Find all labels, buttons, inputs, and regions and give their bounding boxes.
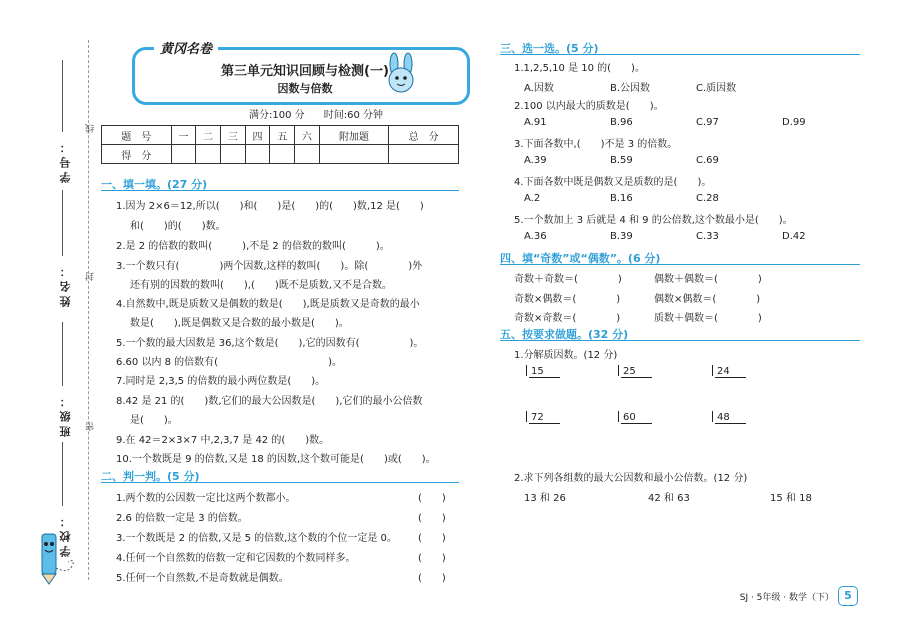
choice-question: 4.下面各数中既是偶数又是质数的是( )。 bbox=[514, 177, 712, 188]
parity-item: 奇数×奇数＝( ) bbox=[514, 313, 621, 324]
score-cell: 五 bbox=[270, 126, 295, 145]
page-number: 5 bbox=[838, 586, 858, 606]
student-name-rule bbox=[62, 190, 63, 256]
school-label: 学校： bbox=[59, 512, 72, 557]
judge-answer-box[interactable]: ( ) bbox=[418, 533, 446, 544]
factor-number: 24 bbox=[715, 366, 746, 378]
judge-item: 2.6 的倍数一定是 3 的倍数。 bbox=[116, 513, 248, 524]
factor-number: 72 bbox=[529, 412, 560, 424]
fill-line: 9.在 42＝2×3×7 中,2,3,7 是 42 的( )数。 bbox=[116, 435, 330, 446]
student-name-label: 姓名： bbox=[59, 262, 72, 307]
score-cell: 总 分 bbox=[389, 126, 459, 145]
gcd-lcm-question: 2.求下列各组数的最大公因数和最小公倍数。(12 分) bbox=[514, 473, 748, 484]
parity-item: 质数＋偶数＝( ) bbox=[654, 313, 762, 324]
rabbit-mascot-icon bbox=[378, 52, 424, 98]
choice-option[interactable]: A.39 bbox=[524, 155, 547, 166]
score-input[interactable] bbox=[245, 145, 270, 164]
factor-problem bbox=[526, 411, 560, 423]
footer-text: SJ · 5年级 · 数学（下） bbox=[739, 593, 834, 603]
choice-option[interactable]: B.16 bbox=[610, 193, 633, 204]
fill-line: 6.60 以内 8 的倍数有( )。 bbox=[116, 357, 342, 368]
student-number-label: 学号： bbox=[59, 138, 72, 183]
fill-line: 1.因为 2×6＝12,所以( )和( )是( )的( )数,12 是( ) bbox=[116, 201, 424, 212]
score-input[interactable] bbox=[196, 145, 221, 164]
student-number-rule bbox=[62, 60, 63, 132]
score-cell: 得 分 bbox=[102, 145, 172, 164]
score-input[interactable] bbox=[389, 145, 459, 164]
fill-line: 2.是 2 的倍数的数叫( ),不是 2 的倍数的数叫( )。 bbox=[116, 241, 390, 252]
factor-problem bbox=[712, 365, 746, 377]
judge-item: 1.两个数的公因数一定比这两个数都小。 bbox=[116, 493, 296, 504]
cut-mark-seal: 封 bbox=[86, 272, 96, 281]
time-limit: 时间:60 分钟 bbox=[323, 110, 383, 121]
score-input[interactable] bbox=[319, 145, 389, 164]
choice-option[interactable]: B.公因数 bbox=[610, 83, 651, 94]
choice-question: 1.1,2,5,10 是 10 的( )。 bbox=[514, 63, 645, 74]
page-subtitle: 因数与倍数 bbox=[277, 82, 333, 95]
section3-rule bbox=[500, 54, 860, 55]
choice-option[interactable]: B.96 bbox=[610, 117, 633, 128]
choice-option[interactable]: A.36 bbox=[524, 231, 547, 242]
choice-question: 5.一个数加上 3 后就是 4 和 9 的公倍数,这个数最小是( )。 bbox=[514, 215, 793, 226]
choice-option[interactable]: B.39 bbox=[610, 231, 633, 242]
factor-number: 25 bbox=[621, 366, 652, 378]
factor-number: 60 bbox=[621, 412, 652, 424]
choice-option[interactable]: C.33 bbox=[696, 231, 719, 242]
section1-rule bbox=[101, 190, 459, 191]
factor-problem bbox=[618, 365, 652, 377]
number-pair: 13 和 26 bbox=[524, 493, 566, 504]
score-input[interactable] bbox=[220, 145, 245, 164]
section5-title: 五、按要求做题。(32 分) bbox=[500, 328, 629, 341]
section5-rule bbox=[500, 340, 860, 341]
brand-logo: 黄冈名卷 bbox=[154, 38, 218, 57]
factor-problem bbox=[618, 411, 652, 423]
fill-line: 4.自然数中,既是质数又是偶数的数是( ),既是质数又是奇数的最小 bbox=[116, 299, 420, 310]
section4-title: 四、填“奇数”或“偶数”。(6 分) bbox=[500, 252, 661, 265]
choice-option[interactable]: C.69 bbox=[696, 155, 719, 166]
factor-problem bbox=[526, 365, 560, 377]
choice-option[interactable]: A.91 bbox=[524, 117, 547, 128]
choice-question: 3.下面各数中,( )不是 3 的倍数。 bbox=[514, 139, 678, 150]
score-cell: 题 号 bbox=[102, 126, 172, 145]
score-value-row bbox=[102, 145, 459, 164]
choice-option[interactable]: D.42 bbox=[782, 231, 806, 242]
judge-item: 3.一个数既是 2 的倍数,又是 5 的倍数,这个数的个位一定是 0。 bbox=[116, 533, 397, 544]
section2-title: 二、判一判。(5 分) bbox=[101, 470, 200, 483]
score-cell: 三 bbox=[220, 126, 245, 145]
fill-line: 8.42 是 21 的( )数,它们的最大公因数是( ),它们的最小公倍数 bbox=[116, 396, 423, 407]
full-score: 满分:100 分 bbox=[249, 110, 305, 121]
score-header-row bbox=[102, 126, 459, 145]
fill-line: 是( )。 bbox=[130, 415, 178, 426]
score-input[interactable] bbox=[270, 145, 295, 164]
fill-line: 5.一个数的最大因数是 36,这个数是( ),它的因数有( )。 bbox=[116, 338, 424, 349]
class-label: 班级： bbox=[59, 392, 72, 437]
judge-answer-box[interactable]: ( ) bbox=[418, 573, 446, 584]
choice-option[interactable]: D.99 bbox=[782, 117, 806, 128]
score-input[interactable] bbox=[171, 145, 196, 164]
section4-rule bbox=[500, 264, 860, 265]
cut-mark-close: 密 bbox=[86, 422, 96, 431]
choice-option[interactable]: A.因数 bbox=[524, 83, 554, 94]
choice-question: 2.100 以内最大的质数是( )。 bbox=[514, 101, 664, 112]
number-pair: 42 和 63 bbox=[648, 493, 690, 504]
fill-line: 和( )的( )数。 bbox=[130, 221, 226, 232]
score-cell: 附加题 bbox=[319, 126, 389, 145]
fill-line: 3.一个数只有( )两个因数,这样的数叫( )。除( )外 bbox=[116, 261, 423, 272]
number-pair: 15 和 18 bbox=[770, 493, 812, 504]
score-cell: 二 bbox=[196, 126, 221, 145]
section3-title: 三、选一选。(5 分) bbox=[500, 42, 599, 55]
parity-item: 偶数×偶数＝( ) bbox=[654, 294, 761, 305]
choice-option[interactable]: B.59 bbox=[610, 155, 633, 166]
section2-rule bbox=[101, 482, 459, 483]
judge-answer-box[interactable]: ( ) bbox=[418, 493, 446, 504]
factor-number: 15 bbox=[529, 366, 560, 378]
pencil-mascot-icon bbox=[32, 528, 80, 586]
parity-item: 偶数＋偶数＝( ) bbox=[654, 274, 762, 285]
school-rule bbox=[62, 442, 63, 506]
judge-answer-box[interactable]: ( ) bbox=[418, 553, 446, 564]
fill-line: 10.一个数既是 9 的倍数,又是 18 的因数,这个数可能是( )或( )。 bbox=[116, 454, 436, 465]
factor-question: 1.分解质因数。(12 分) bbox=[514, 350, 618, 361]
judge-item: 4.任何一个自然数的倍数一定和它因数的个数同样多。 bbox=[116, 553, 356, 564]
choice-option[interactable]: A.2 bbox=[524, 193, 541, 204]
class-rule bbox=[62, 322, 63, 386]
exam-info bbox=[196, 106, 436, 121]
score-cell: 六 bbox=[295, 126, 320, 145]
judge-answer-box[interactable]: ( ) bbox=[418, 513, 446, 524]
factor-problem bbox=[712, 411, 746, 423]
parity-item: 奇数×偶数＝( ) bbox=[514, 294, 621, 305]
score-input[interactable] bbox=[295, 145, 320, 164]
page-title: 第三单元知识回顾与检测(一) bbox=[221, 64, 389, 79]
judge-item: 5.任何一个自然数,不是奇数就是偶数。 bbox=[116, 573, 289, 584]
fill-line: 7.同时是 2,3,5 的倍数的最小两位数是( )。 bbox=[116, 376, 326, 387]
cut-mark-line: 线 bbox=[86, 124, 96, 133]
score-table bbox=[101, 125, 459, 164]
parity-item: 奇数＋奇数＝( ) bbox=[514, 274, 622, 285]
score-cell: 一 bbox=[171, 126, 196, 145]
fill-line: 还有别的因数的数叫( ),( )既不是质数,又不是合数。 bbox=[130, 280, 392, 291]
factor-number: 48 bbox=[715, 412, 746, 424]
binding-dashed-line bbox=[88, 40, 89, 580]
choice-option[interactable]: C.质因数 bbox=[696, 83, 737, 94]
choice-option[interactable]: C.97 bbox=[696, 117, 719, 128]
score-cell: 四 bbox=[245, 126, 270, 145]
choice-option[interactable]: C.28 bbox=[696, 193, 719, 204]
fill-line: 数是( ),既是偶数又是合数的最小数是( )。 bbox=[130, 318, 349, 329]
section1-title: 一、填一填。(27 分) bbox=[101, 178, 208, 191]
